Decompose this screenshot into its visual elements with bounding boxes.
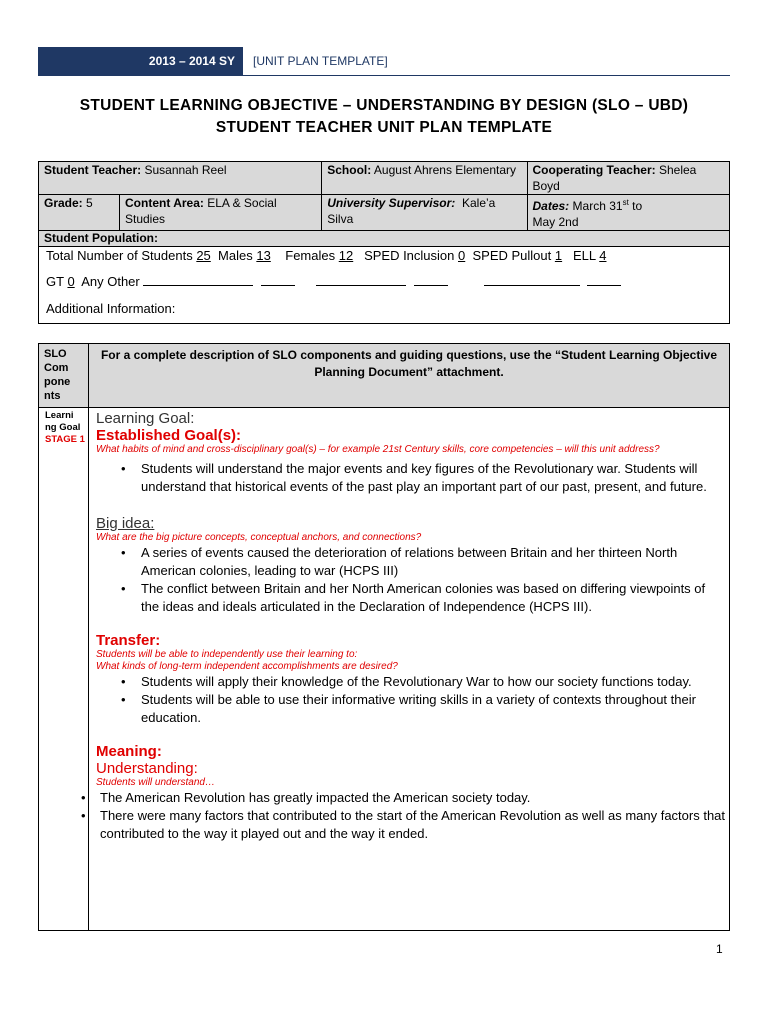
transfer-hint-1: Students will be able to independently use their learning to: xyxy=(96,649,358,660)
header-year: 2013 – 2014 SY xyxy=(38,47,243,75)
population-counts-line xyxy=(39,248,613,263)
list-item: • Students will understand the major events and key figures of the Revolutionary war. Students will understand that historical events of the past play an important part of our past, present, and future. xyxy=(96,460,726,496)
big-idea-heading: Big idea: xyxy=(96,515,155,532)
dates-cell xyxy=(527,195,730,231)
any-other-label: Any Other xyxy=(81,274,140,289)
supervisor-cell xyxy=(322,195,527,231)
dates-post: to xyxy=(628,199,643,213)
sped-pullout-label: SPED Pullout xyxy=(472,248,552,263)
grade-value: 5 xyxy=(86,196,93,210)
list-item: • The conflict between Britain and her North American colonies was based on differing viewpoints of the ideas and ideals articulated in the Declaration of Independence (HCPS III). xyxy=(96,580,726,616)
dates-value: March 31 xyxy=(572,199,623,213)
content-area-label: Content Area: xyxy=(125,196,204,210)
sped-inclusion-value: 0 xyxy=(458,248,466,263)
population-gt-line xyxy=(39,274,628,289)
learning-goal-heading: Learning Goal: xyxy=(96,410,195,427)
header-template-label: [UNIT PLAN TEMPLATE] xyxy=(253,54,388,68)
slo-table xyxy=(38,343,730,931)
student-population-box xyxy=(38,230,730,324)
learning-goal-side-label: Learni ng Goal xyxy=(45,410,81,433)
sped-pullout-value: 1 xyxy=(554,248,563,263)
understanding-heading: Understanding: xyxy=(96,760,198,777)
additional-info-label: Additional Information: xyxy=(46,301,176,316)
dates-line2: May 2nd xyxy=(532,215,579,229)
info-table xyxy=(38,161,730,231)
content-area-value: ELA & Social Studies xyxy=(125,196,277,226)
established-goals-list xyxy=(96,460,726,496)
big-idea-list xyxy=(96,544,726,616)
blank-line xyxy=(316,275,406,286)
meaning-heading: Meaning: xyxy=(96,743,162,760)
sped-inclusion-label: SPED Inclusion xyxy=(364,248,455,263)
cooperating-label: Cooperating Teacher: xyxy=(532,163,656,177)
total-label: Total Number of Students xyxy=(46,248,193,263)
dates-label: Dates: xyxy=(532,199,570,213)
supervisor-label: University Supervisor: xyxy=(327,196,456,210)
total-value: 25 xyxy=(196,248,211,263)
list-item: • The American Revolution has greatly impacted the American society today. xyxy=(78,789,726,807)
school-value: August Ahrens Elementary xyxy=(373,163,516,177)
school-cell xyxy=(322,162,527,195)
list-item: • A series of events caused the deterioration of relations between Britain and her thirteen North American colonies, leading to war (HCPS III) xyxy=(96,544,726,580)
males-value: 13 xyxy=(256,248,271,263)
dates-sup: st xyxy=(622,198,629,207)
females-value: 12 xyxy=(338,248,354,263)
slo-body xyxy=(96,410,726,843)
student-teacher-cell xyxy=(39,162,322,195)
title-line-1: STUDENT LEARNING OBJECTIVE – UNDERSTANDING BY DESIGN (SLO – UBD) xyxy=(79,97,689,114)
content-area-cell xyxy=(120,195,322,231)
understanding-hint: Students will understand… xyxy=(96,777,215,788)
gt-label: GT xyxy=(46,274,64,289)
blank-line xyxy=(587,275,621,286)
list-item: • Students will apply their knowledge of the Revolutionary War to how our society functions today. xyxy=(96,673,726,691)
understanding-list xyxy=(78,789,726,843)
established-goals-hint: What habits of mind and cross-disciplinary goal(s) – for example 21st Century skills, core competencies – will this unit address? xyxy=(96,444,660,455)
header-bar xyxy=(38,47,730,76)
blank-line xyxy=(484,275,580,286)
blank-line xyxy=(143,275,253,286)
stage-label xyxy=(45,410,85,446)
supervisor-value: Kale’a Silva xyxy=(327,196,496,226)
cooperating-value: Shelea Boyd xyxy=(532,163,697,193)
gt-value: 0 xyxy=(67,274,75,289)
title-line-2: STUDENT TEACHER UNIT PLAN TEMPLATE xyxy=(215,119,553,136)
transfer-list xyxy=(96,673,726,727)
page-number: 1 xyxy=(716,942,723,956)
grade-cell xyxy=(39,195,120,231)
blank-line xyxy=(261,275,295,286)
slo-components-label: SLO Com pone nts xyxy=(44,348,71,402)
student-teacher-label: Student Teacher: xyxy=(44,163,142,177)
big-idea-hint: What are the big picture concepts, conceptual anchors, and connections? xyxy=(96,532,422,543)
ell-label: ELL xyxy=(572,248,596,263)
list-item: • There were many factors that contributed to the start of the American Revolution as well as many factors that contributed to the way it played out and the way it ended. xyxy=(78,807,726,843)
student-population-header: Student Population: xyxy=(39,231,729,247)
females-label: Females xyxy=(285,248,336,263)
ell-value: 4 xyxy=(599,248,607,263)
established-goals-heading: Established Goal(s): xyxy=(96,427,242,444)
list-item: • Students will be able to use their informative writing skills in a variety of contexts throughout their education. xyxy=(96,691,726,727)
blank-line xyxy=(414,275,448,286)
student-teacher-value: Susannah Reel xyxy=(144,163,227,177)
school-label: School: xyxy=(327,163,372,177)
transfer-heading: Transfer: xyxy=(96,632,161,649)
grade-label: Grade: xyxy=(44,196,83,210)
males-label: Males xyxy=(218,248,253,263)
slo-header-text: For a complete description of SLO components and guiding questions, use the “Student Learning Objective Planning Document” attachment. xyxy=(100,348,718,379)
stage-number: STAGE 1 xyxy=(45,434,85,445)
cooperating-cell xyxy=(527,162,730,195)
transfer-hint-2: What kinds of long-term independent accomplishments are desired? xyxy=(96,661,398,672)
